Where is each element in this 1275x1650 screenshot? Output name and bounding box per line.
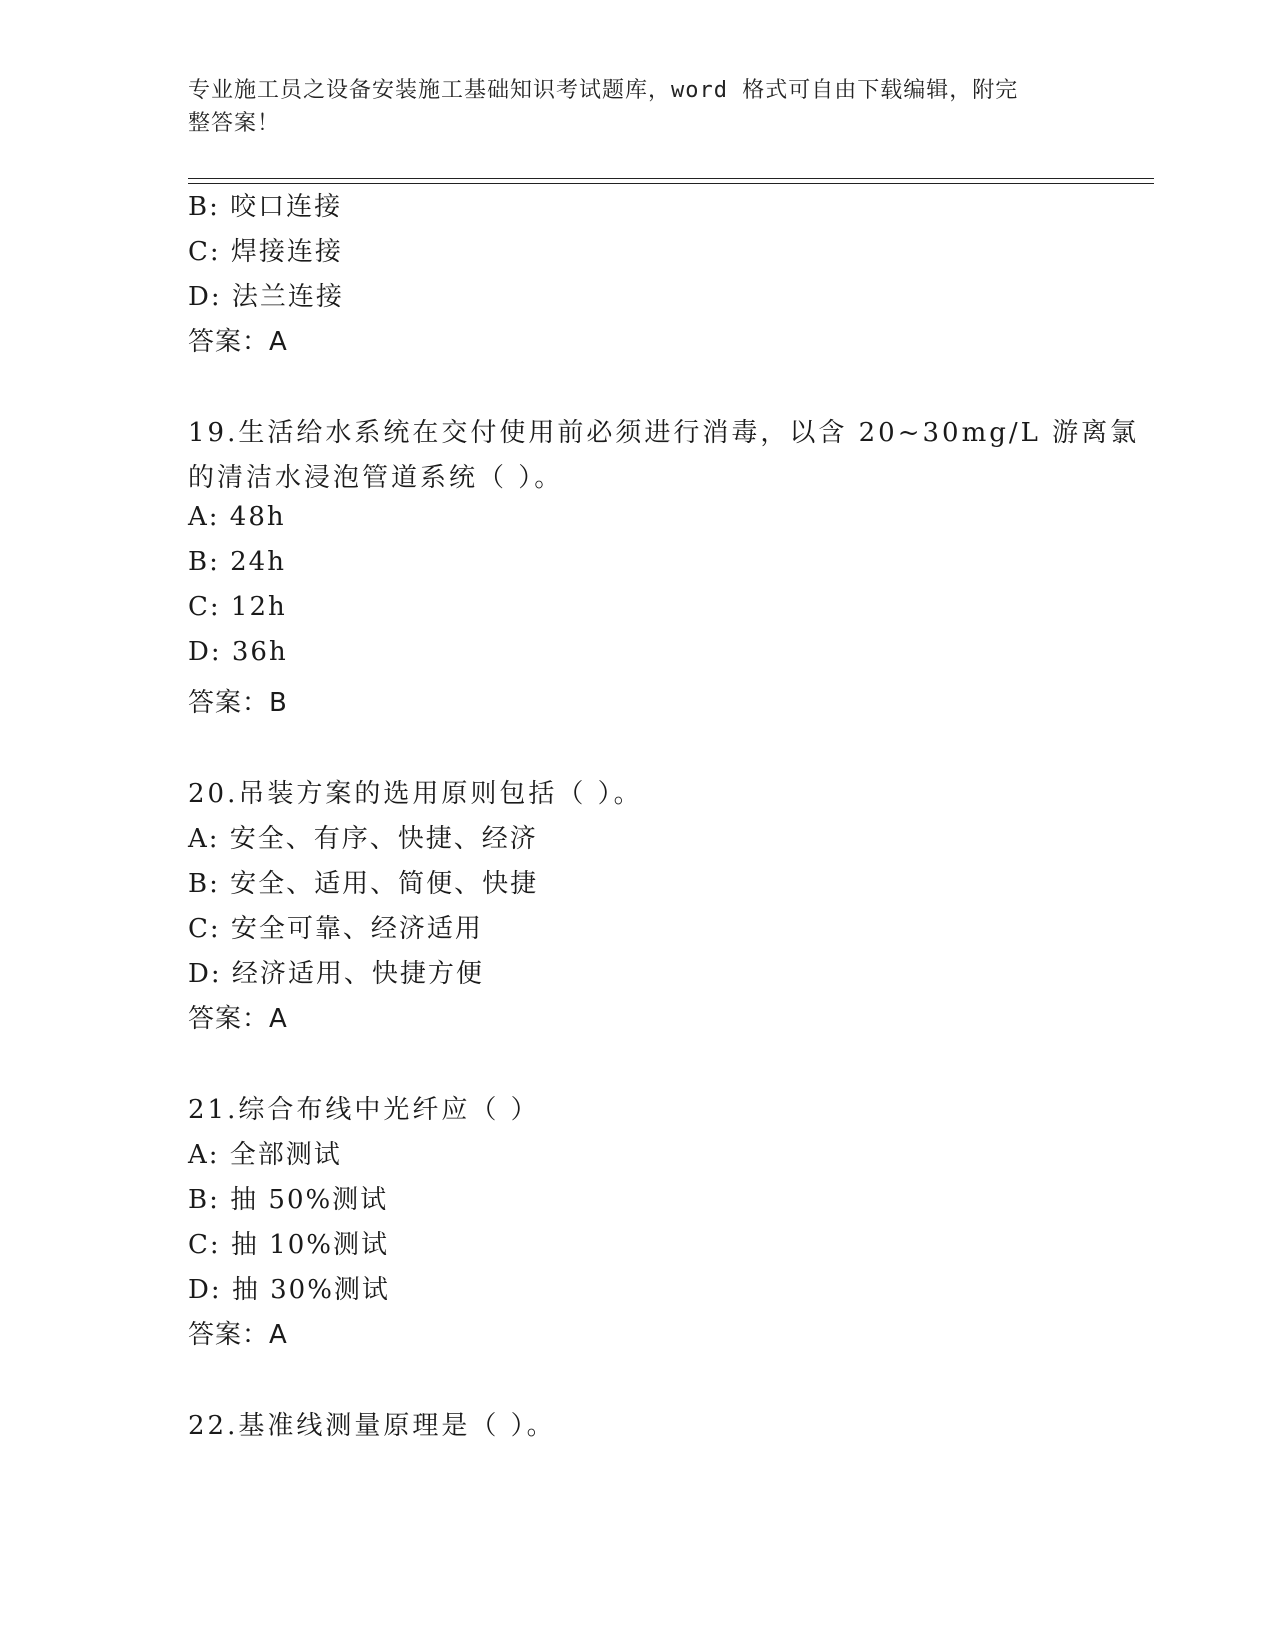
q19-question-line-2: 的清洁水浸泡管道系统（ ）。 <box>188 463 564 493</box>
q19-option-d: D: 36h <box>188 637 288 667</box>
q20-option-d: D: 经济适用、快捷方便 <box>188 959 484 989</box>
header-divider-top <box>188 178 1154 179</box>
q20-option-b: B: 安全、适用、简便、快捷 <box>188 869 539 899</box>
q20-option-a: A: 安全、有序、快捷、经济 <box>188 824 538 854</box>
header-line-2: 整答案！ <box>188 111 281 136</box>
q19-answer: 答案：B <box>188 688 288 718</box>
q21-question: 21.综合布线中光纤应（ ） <box>188 1095 540 1125</box>
q18-option-c: C: 焊接连接 <box>188 237 343 267</box>
q19-option-b: B: 24h <box>188 547 286 577</box>
q21-option-d: D: 抽 30%测试 <box>188 1275 390 1305</box>
q20-question: 20.吊装方案的选用原则包括（ ）。 <box>188 779 643 809</box>
q21-option-b: B: 抽 50%测试 <box>188 1185 389 1215</box>
q21-option-a: A: 全部测试 <box>188 1140 342 1170</box>
q22-question: 22.基准线测量原理是（ ）。 <box>188 1411 556 1441</box>
q19-option-c: C: 12h <box>188 592 287 622</box>
q19-question-line-1: 19.生活给水系统在交付使用前必须进行消毒，以含 20~30mg/L 游离氯 <box>188 418 1140 448</box>
header-divider-bottom <box>188 183 1154 184</box>
q18-option-d: D: 法兰连接 <box>188 282 344 312</box>
document-header <box>188 74 1088 140</box>
q21-option-c: C: 抽 10%测试 <box>188 1230 389 1260</box>
q19-option-a: A: 48h <box>188 502 286 532</box>
q20-option-c: C: 安全可靠、经济适用 <box>188 914 483 944</box>
header-line-1: 专业施工员之设备安装施工基础知识考试题库，word 格式可自由下载编辑，附完 <box>188 78 1019 103</box>
q18-answer: 答案：A <box>188 327 288 357</box>
q21-answer: 答案：A <box>188 1320 288 1350</box>
q20-answer: 答案：A <box>188 1004 288 1034</box>
q18-option-b: B: 咬口连接 <box>188 192 343 222</box>
